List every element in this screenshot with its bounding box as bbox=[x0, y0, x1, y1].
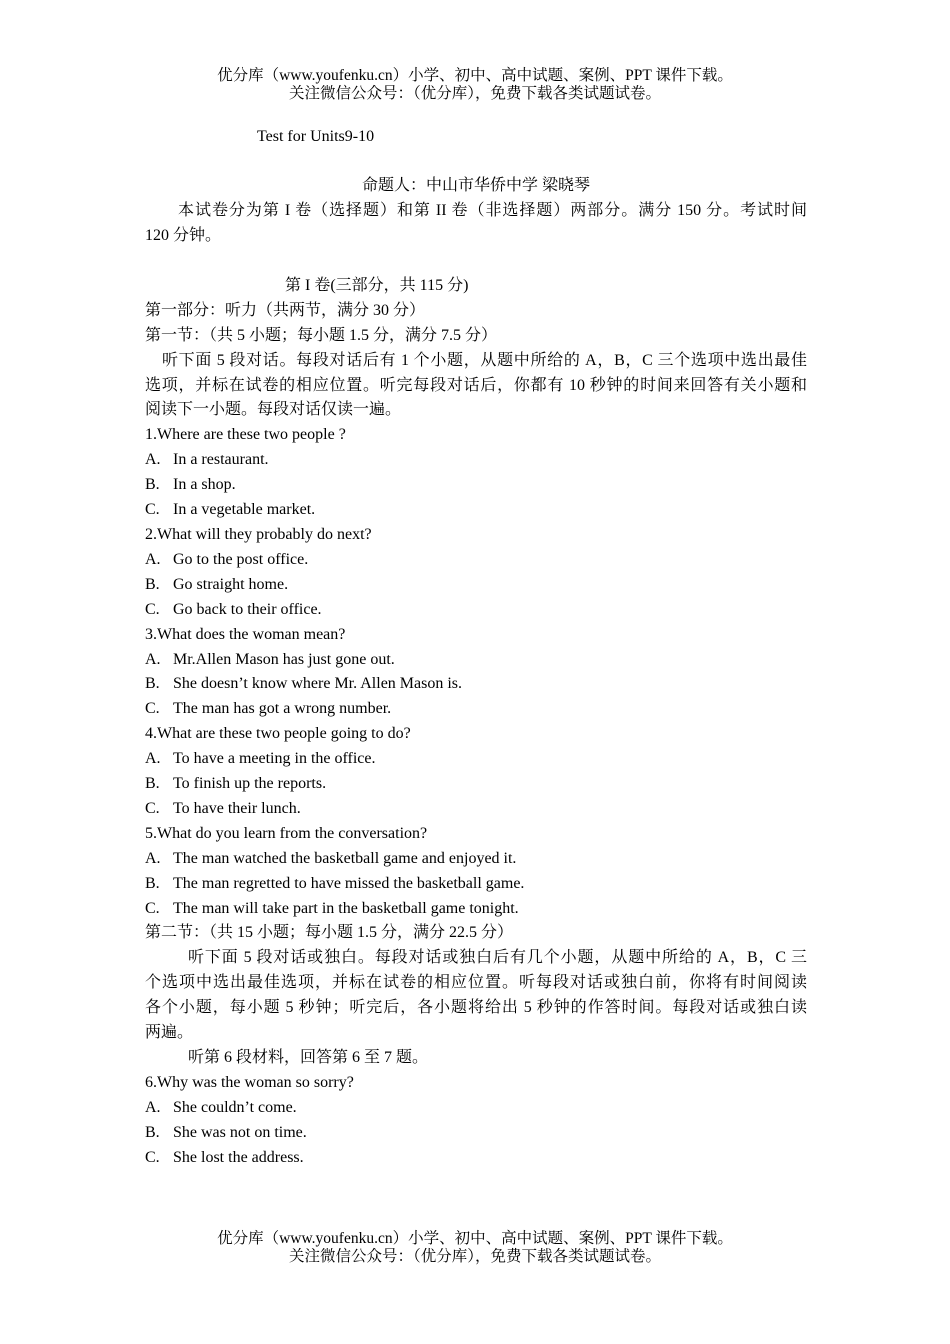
section-2-instructions-line-1: 听下面 5 段对话或独白。每段对话或独白后有几个小题，从题中所给的 A，B，C 三 bbox=[188, 949, 807, 967]
option-text: In a shop. bbox=[173, 476, 236, 494]
exam-title: Test for Units9-10 bbox=[257, 127, 375, 145]
option-letter: A. bbox=[145, 849, 161, 867]
question-4-stem: 4.What are these two people going to do? bbox=[145, 725, 411, 743]
question-4-option-c bbox=[145, 797, 807, 822]
question-6-option-a bbox=[145, 1096, 807, 1121]
question-6-stem: 6.Why was the woman so sorry? bbox=[145, 1073, 354, 1091]
option-text: To have their lunch. bbox=[173, 799, 301, 817]
question-6-option-c bbox=[145, 1146, 807, 1171]
option-letter: A. bbox=[145, 550, 161, 568]
header-line-1: 优分库（www.youfenku.cn）小学、初中、高中试题、案例、PPT 课件下载。 bbox=[217, 67, 733, 84]
question-1-option-c bbox=[145, 498, 807, 523]
footer-line-2: 关注微信公众号：（优分库），免费下载各类试题试卷。 bbox=[288, 1248, 661, 1265]
question-5-option-b bbox=[145, 872, 807, 897]
section-2-instructions-line-2: 个选项中选出最佳选项，并标在试卷的相应位置。听每段对话或独白前，你将有时间阅读 bbox=[145, 974, 807, 992]
option-text: She lost the address. bbox=[173, 1148, 304, 1166]
question-3-option-c bbox=[145, 697, 807, 722]
option-letter: A. bbox=[145, 451, 161, 469]
question-4-option-a bbox=[145, 747, 807, 772]
option-letter: B. bbox=[145, 874, 160, 892]
question-5-stem: 5.What do you learn from the conversation? bbox=[145, 824, 428, 842]
intro-line-1: 本试卷分为第 I 卷（选择题）和第 II 卷（非选择题）两部分。满分 150 分。考试时间 bbox=[178, 202, 807, 220]
spacer bbox=[145, 249, 807, 274]
question-2-option-c bbox=[145, 598, 807, 623]
question-5-option-c bbox=[145, 897, 807, 922]
option-text: In a restaurant. bbox=[173, 451, 269, 469]
option-letter: C. bbox=[145, 600, 160, 618]
question-2-option-b bbox=[145, 573, 807, 598]
page-footer bbox=[0, 1230, 950, 1266]
option-text: The man will take part in the basketball game tonight. bbox=[173, 899, 519, 917]
intro-line-2: 120 分钟。 bbox=[145, 227, 222, 245]
exam-body bbox=[145, 125, 807, 1171]
question-1-option-a bbox=[145, 448, 807, 473]
option-letter: B. bbox=[145, 675, 160, 693]
option-text: In a vegetable market. bbox=[173, 501, 316, 519]
option-text: Go back to their office. bbox=[173, 600, 322, 618]
option-letter: B. bbox=[145, 1123, 160, 1141]
option-text: She was not on time. bbox=[173, 1123, 307, 1141]
option-text: Mr.Allen Mason has just gone out. bbox=[173, 650, 395, 668]
option-text: She couldn’t come. bbox=[173, 1098, 297, 1116]
section-1-heading: 第一节：（共 5 小题；每小题 1.5 分，满分 7.5 分） bbox=[145, 326, 498, 344]
volume-heading: 第 I 卷(三部分，共 115 分) bbox=[285, 276, 469, 294]
option-text: The man watched the basketball game and enjoyed it. bbox=[173, 849, 517, 867]
section-1-instructions-line-1: 听下面 5 段对话。每段对话后有 1 个小题，从题中所给的 A，B，C 三个选项中选出最佳 bbox=[162, 351, 807, 369]
question-3-stem: 3.What does the woman mean? bbox=[145, 625, 346, 643]
section-1-instructions-line-2: 选项，并标在试卷的相应位置。听完每段对话后，你都有 10 秒钟的时间来回答有关小题和 bbox=[145, 376, 807, 394]
question-6-option-b bbox=[145, 1121, 807, 1146]
spacer bbox=[145, 149, 807, 174]
part-heading: 第一部分：听力（共两节，满分 30 分） bbox=[145, 301, 426, 319]
option-letter: A. bbox=[145, 750, 161, 768]
section-2-instructions-line-4: 两遍。 bbox=[145, 1024, 194, 1042]
footer-line-1: 优分库（www.youfenku.cn）小学、初中、高中试题、案例、PPT 课件下载。 bbox=[217, 1230, 733, 1247]
page-header bbox=[0, 67, 950, 103]
option-letter: C. bbox=[145, 700, 160, 718]
option-letter: B. bbox=[145, 476, 160, 494]
question-1-option-b bbox=[145, 473, 807, 498]
material-note: 听第 6 段材料，回答第 6 至 7 题。 bbox=[188, 1049, 429, 1066]
option-text: The man has got a wrong number. bbox=[173, 700, 392, 718]
exam-author: 命题人：中山市华侨中学 梁晓琴 bbox=[361, 177, 590, 195]
option-text: Go straight home. bbox=[173, 575, 289, 593]
option-letter: B. bbox=[145, 775, 160, 793]
question-2-option-a bbox=[145, 548, 807, 573]
section-2-heading: 第二节：（共 15 小题；每小题 1.5 分，满分 22.5 分） bbox=[145, 924, 514, 942]
option-text: The man regretted to have missed the basketball game. bbox=[173, 874, 525, 892]
option-text: Go to the post office. bbox=[173, 550, 309, 568]
question-1-stem: 1.Where are these two people ? bbox=[145, 426, 346, 444]
question-3-option-b bbox=[145, 672, 807, 697]
question-2-stem: 2.What will they probably do next? bbox=[145, 525, 372, 543]
question-3-option-a bbox=[145, 648, 807, 673]
header-line-2: 关注微信公众号：（优分库），免费下载各类试题试卷。 bbox=[288, 85, 661, 102]
question-5-option-a bbox=[145, 847, 807, 872]
question-4-option-b bbox=[145, 772, 807, 797]
option-text: To have a meeting in the office. bbox=[173, 750, 376, 768]
section-1-instructions-line-3: 阅读下一小题。每段对话仅读一遍。 bbox=[145, 401, 402, 419]
option-letter: B. bbox=[145, 575, 160, 593]
option-text: She doesn’t know where Mr. Allen Mason is. bbox=[173, 675, 463, 693]
option-letter: A. bbox=[145, 1098, 161, 1116]
section-2-instructions-line-3: 各个小题，每小题 5 秒钟；听完后，各小题将给出 5 秒钟的作答时间。每段对话或独白读 bbox=[145, 999, 807, 1017]
option-letter: C. bbox=[145, 899, 160, 917]
option-letter: C. bbox=[145, 501, 160, 519]
option-letter: A. bbox=[145, 650, 161, 668]
option-text: To finish up the reports. bbox=[173, 775, 327, 793]
option-letter: C. bbox=[145, 1148, 160, 1166]
option-letter: C. bbox=[145, 799, 160, 817]
